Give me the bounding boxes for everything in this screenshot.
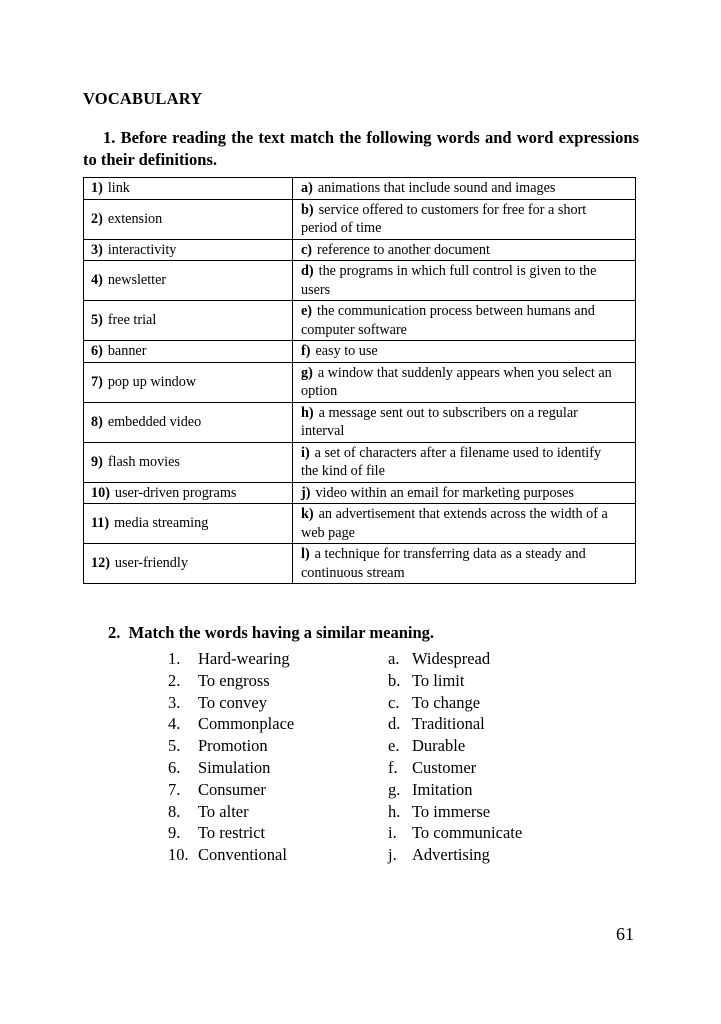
table-row	[84, 261, 636, 301]
definition-cell	[293, 341, 636, 363]
item-word: To communicate	[412, 823, 523, 843]
word-number: 12)	[91, 555, 110, 572]
word-cell	[84, 362, 293, 402]
item-number: 3.	[168, 692, 181, 712]
table-row	[84, 504, 636, 544]
table-row	[84, 402, 636, 442]
list-item	[168, 801, 294, 823]
table-row	[84, 199, 636, 239]
word-text: extension	[107, 210, 163, 227]
task-2-text: Match the words having a similar meaning.	[128, 623, 435, 642]
item-number: j.	[388, 845, 397, 865]
item-word: Imitation	[412, 779, 473, 799]
definition-cell	[293, 544, 636, 584]
definition-cell	[293, 178, 636, 200]
item-number: 10.	[168, 845, 189, 865]
section-heading: VOCABULARY	[83, 89, 203, 108]
item-word: Commonplace	[198, 714, 295, 734]
definition-letter: i)	[301, 444, 310, 461]
word-number: 8)	[91, 413, 103, 430]
definition-letter: f)	[301, 343, 311, 359]
word-cell	[84, 239, 293, 261]
task-2-number: 2.	[108, 623, 121, 642]
definition-text: the communication process between humans and computer software	[301, 303, 595, 338]
list-item	[388, 801, 522, 823]
word-number: 6)	[91, 343, 103, 359]
word-cell	[84, 544, 293, 584]
item-word: To change	[412, 692, 481, 712]
word-text: media streaming	[114, 515, 209, 532]
word-text: banner	[107, 343, 147, 359]
list-item	[168, 713, 294, 735]
list-item	[388, 844, 522, 866]
definition-cell	[293, 362, 636, 402]
word-text: interactivity	[107, 241, 177, 258]
definition-letter: l)	[301, 546, 310, 562]
definition-text: a window that suddenly appears when you select an option	[301, 364, 612, 399]
definition-text: a technique for transferring data as a steady and continuous stream	[301, 546, 586, 581]
definition-letter: d)	[301, 263, 314, 279]
word-number: 3)	[91, 241, 103, 258]
item-number: 2.	[168, 670, 181, 690]
definition-cell	[293, 301, 636, 341]
definition-cell	[293, 442, 636, 482]
table-row	[84, 362, 636, 402]
item-word: To engross	[198, 670, 270, 690]
word-number: 4)	[91, 272, 103, 289]
word-text: user-driven programs	[114, 484, 237, 501]
item-number: f.	[388, 757, 398, 777]
item-number: d.	[388, 714, 401, 734]
definition-cell	[293, 504, 636, 544]
list-item	[388, 757, 522, 779]
word-text: free trial	[107, 312, 157, 329]
table-row	[84, 239, 636, 261]
item-number: 5.	[168, 736, 181, 756]
definition-cell	[293, 261, 636, 301]
item-word: Widespread	[412, 649, 491, 668]
word-cell	[84, 442, 293, 482]
list-item	[168, 757, 294, 779]
definition-letter: h)	[301, 404, 314, 421]
definition-letter: a)	[301, 180, 313, 196]
list-item	[388, 735, 522, 757]
word-number: 2)	[91, 210, 103, 227]
definition-text: a message sent out to subscribers on a regular interval	[301, 404, 578, 439]
vocabulary-table	[83, 177, 636, 584]
task-1-instruction	[83, 127, 639, 171]
definition-text: the programs in which full control is given to the users	[301, 263, 597, 298]
item-number: c.	[388, 692, 400, 712]
table-row	[84, 301, 636, 341]
word-text: embedded video	[107, 413, 202, 430]
list-item	[388, 713, 522, 735]
item-word: Customer	[412, 757, 477, 777]
item-number: h.	[388, 801, 401, 821]
definition-cell	[293, 482, 636, 504]
item-number: i.	[388, 823, 397, 843]
word-cell	[84, 261, 293, 301]
word-cell	[84, 482, 293, 504]
word-cell	[84, 301, 293, 341]
item-number: b.	[388, 670, 401, 690]
item-number: 9.	[168, 823, 181, 843]
item-number: 4.	[168, 714, 181, 734]
list-item	[168, 779, 294, 801]
match-list-left	[168, 648, 294, 866]
page-number: 61	[616, 924, 634, 944]
word-text: newsletter	[107, 272, 167, 289]
list-item	[388, 692, 522, 714]
table-row	[84, 442, 636, 482]
task-2-instruction	[108, 623, 434, 643]
word-cell	[84, 178, 293, 200]
item-word: To restrict	[198, 823, 266, 843]
definition-text: reference to another document	[317, 241, 490, 258]
item-word: Conventional	[198, 845, 287, 865]
word-text: pop up window	[107, 373, 197, 390]
list-item	[388, 648, 522, 670]
item-word: To limit	[412, 670, 465, 690]
list-item	[168, 735, 294, 757]
word-text: link	[107, 180, 130, 196]
item-word: Hard-wearing	[198, 649, 290, 668]
table-row	[84, 544, 636, 584]
definition-text: video within an email for marketing purposes	[315, 484, 574, 501]
definition-cell	[293, 402, 636, 442]
item-number: a.	[388, 649, 400, 668]
definition-letter: g)	[301, 364, 313, 381]
definition-letter: j)	[301, 484, 311, 501]
word-number: 10)	[91, 484, 110, 501]
item-word: To alter	[198, 801, 249, 821]
word-cell	[84, 341, 293, 363]
word-cell	[84, 402, 293, 442]
list-item	[388, 779, 522, 801]
word-number: 9)	[91, 453, 103, 470]
definition-text: service offered to customers for free for a short period of time	[301, 201, 587, 236]
definition-letter: c)	[301, 241, 313, 258]
table-row	[84, 482, 636, 504]
item-number: e.	[388, 736, 400, 756]
item-number: 8.	[168, 801, 181, 821]
definition-text: a set of characters after a filename used to identify the kind of file	[301, 444, 602, 479]
list-item	[168, 692, 294, 714]
item-word: To convey	[198, 692, 267, 712]
item-number: 1.	[168, 649, 181, 668]
word-text: user-friendly	[114, 555, 188, 572]
task-1-number: 1.	[103, 128, 116, 147]
item-word: Promotion	[198, 736, 268, 756]
word-number: 7)	[91, 373, 103, 390]
definition-text: an advertisement that extends across the width of a web page	[301, 506, 608, 541]
item-word: Consumer	[198, 779, 266, 799]
definition-cell	[293, 199, 636, 239]
item-word: Simulation	[198, 757, 271, 777]
match-list-right	[388, 648, 522, 866]
item-word: Traditional	[412, 714, 485, 734]
list-item	[168, 844, 294, 866]
definition-text: animations that include sound and images	[317, 180, 556, 196]
definition-letter: k)	[301, 506, 314, 522]
word-text: flash movies	[107, 453, 180, 470]
list-item	[168, 670, 294, 692]
word-number: 11)	[91, 515, 110, 532]
list-item	[388, 670, 522, 692]
table-row	[84, 178, 636, 200]
item-number: 7.	[168, 779, 181, 799]
list-item	[388, 822, 522, 844]
definition-letter: b)	[301, 201, 314, 218]
definition-letter: e)	[301, 303, 313, 319]
table-row	[84, 341, 636, 363]
item-number: g.	[388, 779, 401, 799]
word-cell	[84, 504, 293, 544]
definition-cell	[293, 239, 636, 261]
definition-text: easy to use	[315, 343, 378, 359]
item-number: 6.	[168, 757, 181, 777]
task-1-text: Before reading the text match the following words and word expressions to their definitions.	[83, 128, 639, 169]
item-word: Advertising	[412, 845, 490, 865]
list-item	[168, 822, 294, 844]
item-word: To immerse	[412, 801, 491, 821]
word-cell	[84, 199, 293, 239]
word-number: 5)	[91, 312, 103, 329]
word-number: 1)	[91, 180, 103, 196]
list-item	[168, 648, 294, 670]
item-word: Durable	[412, 736, 466, 756]
